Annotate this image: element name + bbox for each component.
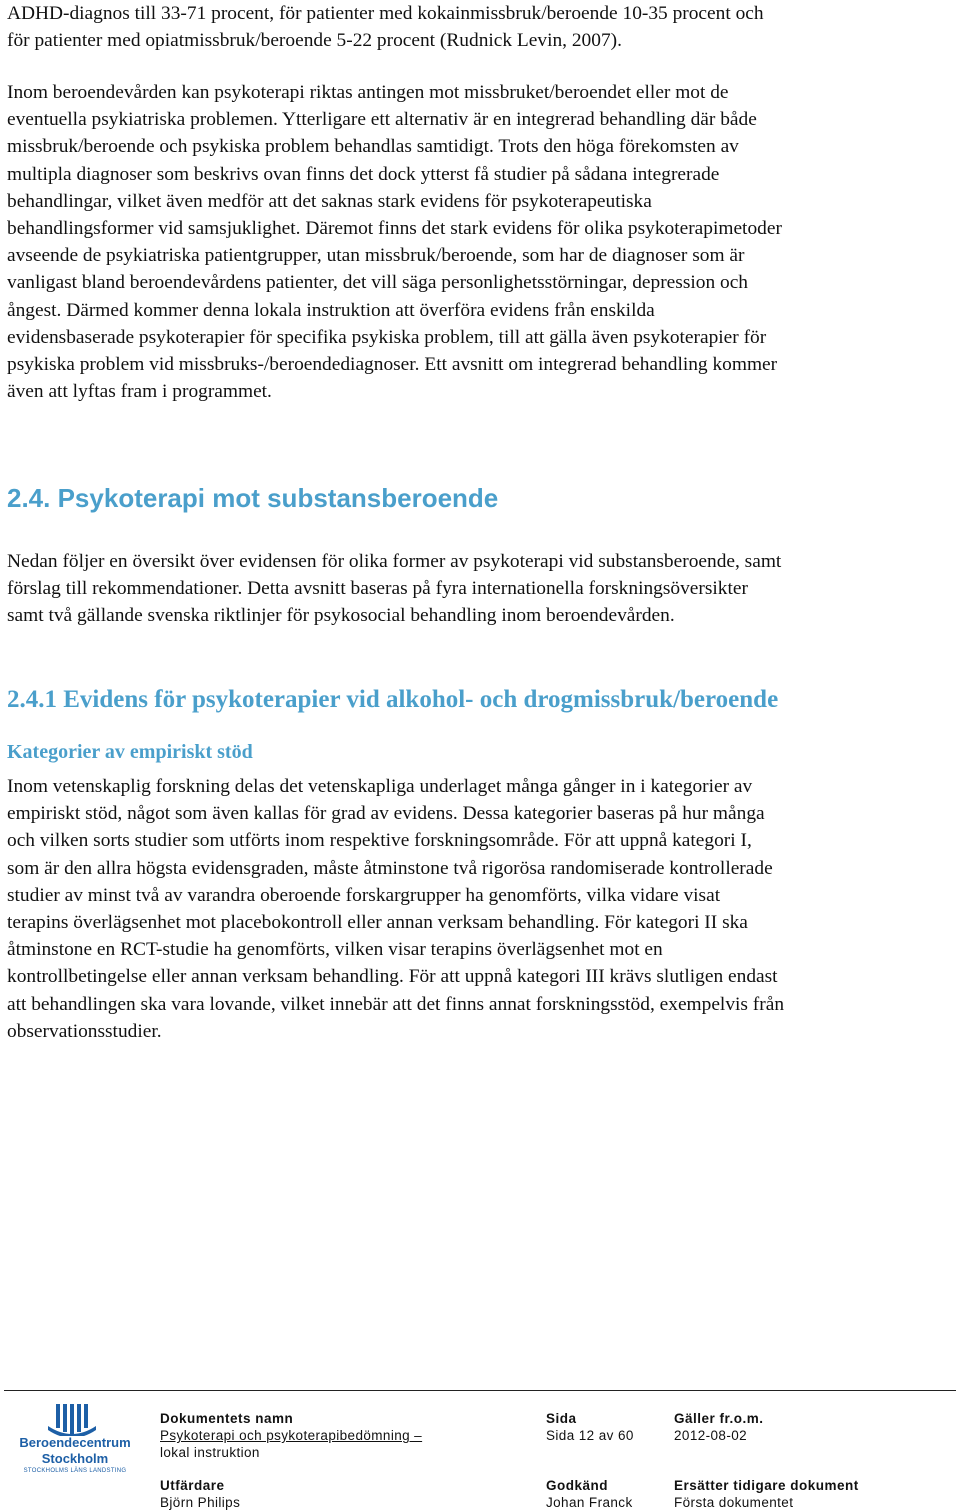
text-line: behandlingar, vilket även medför att det saknas stark evidens för psykoterapeutiska bbox=[7, 190, 652, 212]
approved-value: Johan Franck bbox=[546, 1495, 633, 1510]
valid-from-date: 2012-08-02 bbox=[674, 1428, 748, 1443]
text-line: Inom beroendevården kan psykoterapi riktas antingen mot missbruket/beroendet eller mot de bbox=[7, 82, 729, 103]
section-heading-2-4-1: 2.4.1 Evidens för psykoterapier vid alkohol- och drogmissbruk/beroende bbox=[7, 686, 779, 713]
text-line: Nedan följer en översikt över evidensen för olika former av psykoterapi vid substansberoende, samt bbox=[7, 551, 782, 572]
approved-label: Godkänd bbox=[546, 1478, 609, 1493]
text-line: vanligast bland beroendevårdens patienter, det vill säga personlighetsstörningar, depression och bbox=[7, 272, 748, 294]
text-line: avseende de psykiatriska patientgrupper, utan missbruk/beroende, som har de diagnoser som är bbox=[7, 245, 745, 267]
logo-text-line2: Stockholm bbox=[41, 1451, 109, 1466]
text-line: behandlingsformer vid samsjuklighet. Däremot finns det stark evidens för olika psykoterapimetoder bbox=[7, 218, 782, 240]
page-label: Sida bbox=[546, 1411, 577, 1426]
text-line: även att lyftas fram i programmet. bbox=[7, 381, 272, 403]
replaces-value: Första dokumentet bbox=[674, 1495, 794, 1510]
text-line: empiriskt stöd, något som även kallas för grad av evidens. Dessa kategorier baseras på hur många bbox=[7, 803, 765, 825]
footer-divider bbox=[4, 1390, 956, 1391]
text-line: ångest. Därmed kommer denna lokala instruktion att överföra evidens från enskilda bbox=[7, 299, 655, 321]
text-line: förslag till rekommendationer. Detta avsnitt baseras på fyra internationella forskningsöversikter bbox=[7, 578, 748, 600]
logo-mark-icon bbox=[12, 1402, 138, 1436]
doc-name-value-cont: lokal instruktion bbox=[160, 1445, 260, 1460]
subheading-empirical-support: Kategorier av empiriskt stöd bbox=[7, 741, 253, 763]
issuer-label: Utfärdare bbox=[160, 1478, 225, 1493]
text-line: missbruk/beroende och psykiska problem behandlas samtidigt. Trots den höga förekomsten av bbox=[7, 136, 739, 158]
text-line: terapins överlägsenhet mot placebokontroll eller annan verksam behandling. För kategori II ska bbox=[7, 912, 748, 934]
page-number: Sida 12 av 60 bbox=[546, 1428, 634, 1443]
paragraph-overview bbox=[7, 548, 955, 630]
text-line: åtminstone en RCT-studie ha genomförts, vilken visar terapins överlägsenhet mot en bbox=[7, 939, 663, 961]
paragraph-intro bbox=[7, 0, 955, 54]
section-heading-2-4: 2.4. Psykoterapi mot substansberoende bbox=[7, 483, 499, 513]
issuer-value: Björn Philips bbox=[160, 1495, 241, 1510]
text-line: psykiska problem vid missbruks-/beroendediagnoser. Ett avsnitt om integrerad behandling kommer bbox=[7, 354, 778, 376]
text-line: studier av minst två av varandra oberoende forskargrupper ha genomförts, vilka vidare visat bbox=[7, 884, 721, 906]
text-line: evidensbaserade psykoterapier för specifika psykiska problem, till att gälla även psykoterapier för bbox=[7, 326, 767, 348]
text-line: eventuella psykiatriska problemen. Ytterligare ett alternativ är en integrerad behandling där både bbox=[7, 109, 757, 131]
text-line: för patienter med opiatmissbruk/beroende 5-22 procent (Rudnick Levin, 2007). bbox=[7, 30, 622, 52]
text-line: att behandlingen ska vara lovande, vilket innebär att det finns annat forskningsstöd, exempelvis från bbox=[7, 993, 785, 1015]
doc-name-value: Psykoterapi och psykoterapibedömning – bbox=[160, 1428, 423, 1443]
logo-text-line1: Beroendecentrum bbox=[19, 1435, 131, 1450]
text-line: samt två gällande svenska riktlinjer för psykosocial behandling inom beroendevården. bbox=[7, 605, 675, 627]
paragraph-evidence-categories bbox=[7, 773, 955, 1045]
text-line: Inom vetenskaplig forskning delas det vetenskapliga underlaget många gånger in i kategorier av bbox=[7, 776, 753, 797]
text-line: observationsstudier. bbox=[7, 1020, 162, 1042]
text-line: och vilken sorts studier som utförts inom respektive forskningsområde. För att uppnå kategori I, bbox=[7, 830, 752, 852]
text-line: multipla diagnoser som beskrivs ovan finns det dock ytterst få studier på sådana integrerade bbox=[7, 163, 720, 185]
replaces-label: Ersätter tidigare dokument bbox=[674, 1478, 859, 1493]
text-line: kontrollbetingelse eller annan verksam behandling. För att uppnå kategori III krävs slutligen endast bbox=[7, 966, 778, 988]
paragraph-psychotherapy-addiction-care bbox=[7, 79, 955, 405]
text-line: som är den allra högsta evidensgraden, måste åtminstone två rigorösa randomiserade kontrollerade bbox=[7, 857, 773, 879]
text-line: ADHD-diagnos till 33-71 procent, för patienter med kokainmissbruk/beroende 10-35 procent och bbox=[7, 3, 764, 24]
logo-tagline: STOCKHOLMS LÄNS LANDSTING bbox=[23, 1468, 127, 1474]
doc-name-label: Dokumentets namn bbox=[160, 1411, 294, 1426]
organization-logo bbox=[12, 1402, 138, 1482]
valid-from-label: Gäller fr.o.m. bbox=[674, 1411, 764, 1426]
